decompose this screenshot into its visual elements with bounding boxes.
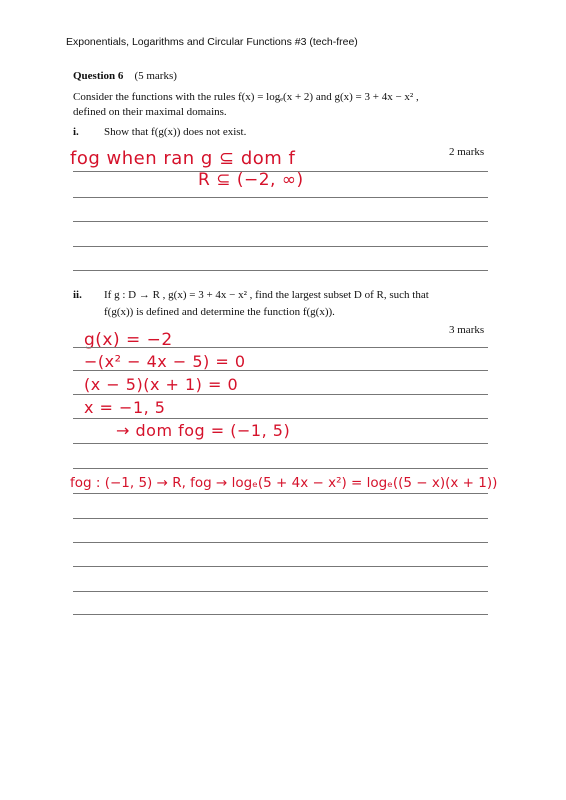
part-i-handwriting-1: fog when ran g ⊆ dom f xyxy=(70,148,296,169)
part-i-handwriting-2: R ⊆ (−2, ∞) xyxy=(198,170,304,190)
question-intro-line2: defined on their maximal domains. xyxy=(73,106,227,118)
answer-line xyxy=(73,493,488,494)
answer-line xyxy=(73,566,488,567)
page-header: Exponentials, Logarithms and Circular Functions #3 (tech-free) xyxy=(66,36,358,48)
answer-line xyxy=(73,418,488,419)
answer-line xyxy=(73,591,488,592)
answer-line xyxy=(73,614,488,615)
answer-line xyxy=(73,246,488,247)
answer-line xyxy=(73,518,488,519)
question-intro-line1: Consider the functions with the rules f(x) = logₑ(x + 2) and g(x) = 3 + 4x − x² , xyxy=(73,91,419,103)
answer-line xyxy=(73,468,488,469)
answer-line xyxy=(73,370,488,371)
answer-line xyxy=(73,443,488,444)
part-ii-text-line2: f(g(x)) is defined and determine the function f(g(x)). xyxy=(104,306,335,318)
part-i-label: i. xyxy=(73,126,79,138)
part-ii-handwriting-2: −(x² − 4x − 5) = 0 xyxy=(84,352,246,371)
answer-line xyxy=(73,394,488,395)
question-marks: (5 marks) xyxy=(134,70,177,82)
answer-line xyxy=(73,171,488,172)
part-i-text: Show that f(g(x)) does not exist. xyxy=(104,126,247,138)
part-ii-handwriting-4: x = −1, 5 xyxy=(84,398,166,417)
part-ii-marks: 3 marks xyxy=(449,324,485,336)
part-ii-handwriting-1: g(x) = −2 xyxy=(84,330,173,350)
answer-line xyxy=(73,542,488,543)
answer-line xyxy=(73,347,488,348)
answer-line xyxy=(73,197,488,198)
part-ii-handwriting-3: (x − 5)(x + 1) = 0 xyxy=(84,375,239,394)
part-ii-label: ii. xyxy=(73,289,82,301)
part-ii-text-line1: If g : D → R , g(x) = 3 + 4x − x² , find the largest subset D of R, such that xyxy=(104,289,429,301)
part-ii-handwriting-6: fog : (−1, 5) → R, fog → logₑ(5 + 4x − x²) = logₑ((5 − x)(x + 1)) xyxy=(70,475,498,491)
answer-line xyxy=(73,270,488,271)
part-i-marks: 2 marks xyxy=(449,146,485,158)
part-ii-handwriting-5: → dom fog = (−1, 5) xyxy=(116,421,291,440)
question-title xyxy=(73,70,177,82)
question-number: Question 6 xyxy=(73,70,124,82)
answer-line xyxy=(73,221,488,222)
